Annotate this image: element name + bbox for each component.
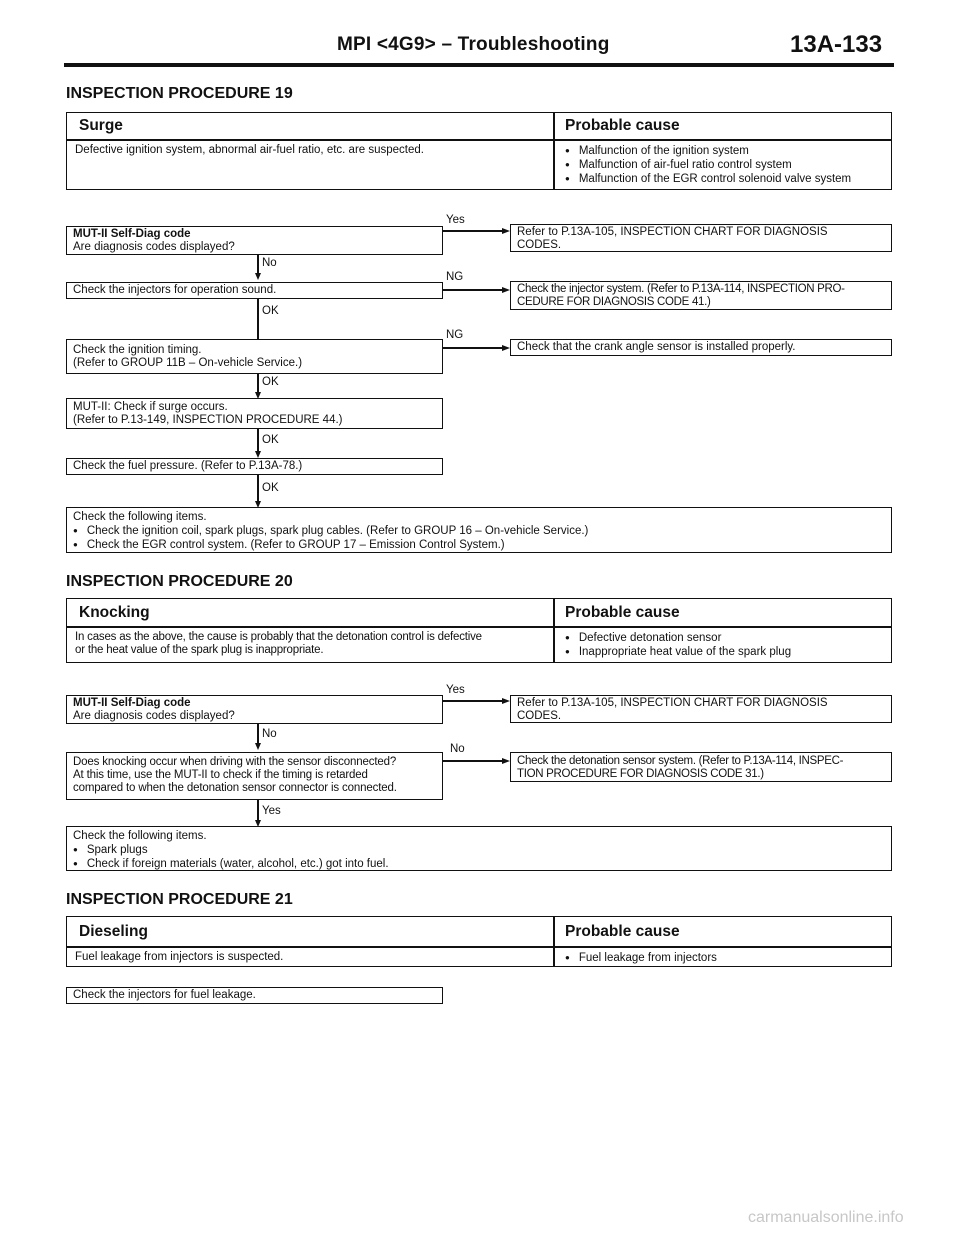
- cause-item: ● Malfunction of the EGR control solenoid valve system: [565, 172, 851, 186]
- arrow-down-icon: [255, 273, 261, 280]
- cause-title: Probable cause: [565, 604, 680, 621]
- header-rule: [64, 63, 894, 67]
- flow-final-check-items: Check the following items. ● Check the ignition coil, spark plugs, spark plug cables. (Refer to GROUP 16 – On-vehicle Service.) ● Check the EGR control system. (Refer to GROUP 17 – Emission Control System.): [66, 507, 892, 553]
- probable-causes-list: [565, 951, 717, 965]
- probable-causes-list: [565, 631, 791, 659]
- flow-label-ng: NG: [446, 329, 464, 341]
- symptom-description: In cases as the above, the cause is probably that the detonation control is defective or the heat value of the spark plug is inappropriate.: [75, 631, 482, 656]
- procedure-19-heading: INSPECTION PROCEDURE 19: [66, 85, 293, 102]
- procedure-20-heading: INSPECTION PROCEDURE 20: [66, 573, 293, 590]
- symptom-description: Defective ignition system, abnormal air-fuel ratio, etc. are suspected.: [75, 144, 424, 156]
- cause-title: Probable cause: [565, 923, 680, 940]
- arrow-right-icon: [502, 698, 510, 704]
- symptom-title: Surge: [79, 117, 123, 134]
- probable-causes-list: [565, 144, 851, 186]
- flow-step-knocking-check: Does knocking occur when driving with the sensor disconnected? At this time, use the MUT-II to check if the timing is retarded compared to when the detonation sensor connector is connected.: [66, 752, 443, 800]
- flow-result-diagnosis-chart: Refer to P.13A-105, INSPECTION CHART FOR DIAGNOSIS CODES.: [510, 695, 892, 723]
- arrow-down-icon: [255, 743, 261, 750]
- flow-result-detonation-sensor: Check the detonation sensor system. (Refer to P.13A-114, INSPEC- TION PROCEDURE FOR DIAGNOSIS CODE 31.): [510, 752, 892, 782]
- arrow-right-icon: [502, 345, 510, 351]
- flow-label-ok: OK: [262, 305, 279, 317]
- arrow-down-icon: [255, 451, 261, 458]
- flow-label-yes: Yes: [446, 214, 465, 226]
- flow-label-no: No: [262, 728, 277, 740]
- procedure-21-heading: INSPECTION PROCEDURE 21: [66, 891, 293, 908]
- check-item: ● Check if foreign materials (water, alcohol, etc.) got into fuel.: [73, 857, 885, 871]
- flow-step-ignition-timing: Check the ignition timing. (Refer to GROUP 11B – On-vehicle Service.): [66, 339, 443, 374]
- flow-result-injector-system: Check the injector system. (Refer to P.13A-114, INSPECTION PRO- CEDURE FOR DIAGNOSIS CODE 41.): [510, 281, 892, 310]
- page-number: 13A-133: [790, 31, 883, 58]
- cause-item: ● Defective detonation sensor: [565, 631, 791, 645]
- check-item: ● Check the ignition coil, spark plugs, spark plug cables. (Refer to GROUP 16 – On-vehicle Service.): [73, 524, 885, 538]
- flow-result-crank-angle-sensor: Check that the crank angle sensor is installed properly.: [510, 339, 892, 356]
- symptom-title: Dieseling: [79, 923, 148, 940]
- symptom-title: Knocking: [79, 604, 150, 621]
- arrow-right-icon: [502, 228, 510, 234]
- footer-watermark: carmanualsonline.info: [748, 1209, 904, 1226]
- flow-step-fuel-leakage: Check the injectors for fuel leakage.: [66, 987, 443, 1004]
- cause-item: ● Malfunction of the ignition system: [565, 144, 851, 158]
- cause-item: ● Fuel leakage from injectors: [565, 951, 717, 965]
- cause-title: Probable cause: [565, 117, 680, 134]
- flow-result-diagnosis-chart: Refer to P.13A-105, INSPECTION CHART FOR DIAGNOSIS CODES.: [510, 224, 892, 252]
- flow-step-surge-check: MUT-II: Check if surge occurs. (Refer to P.13-149, INSPECTION PROCEDURE 44.): [66, 398, 443, 429]
- flow-step-self-diag: MUT-II Self-Diag code Are diagnosis codes displayed?: [66, 695, 443, 724]
- check-item: ● Spark plugs: [73, 843, 885, 857]
- arrow-right-icon: [502, 287, 510, 293]
- cause-item: ● Malfunction of air-fuel ratio control system: [565, 158, 851, 172]
- cause-item: ● Inappropriate heat value of the spark plug: [565, 645, 791, 659]
- procedure-19-symptom-table: [66, 112, 892, 190]
- flow-label-ng: NG: [446, 271, 464, 283]
- flow-label-no: No: [262, 257, 277, 269]
- flow-final-check-items: Check the following items. ● Spark plugs ● Check if foreign materials (water, alcohol, etc.) got into fuel.: [66, 826, 892, 871]
- arrow-right-icon: [502, 758, 510, 764]
- flow-label-ok: OK: [262, 434, 279, 446]
- flow-label-ok: OK: [262, 376, 279, 388]
- flow-step-self-diag: MUT-II Self-Diag code Are diagnosis codes displayed?: [66, 226, 443, 255]
- page-title: MPI <4G9> – Troubleshooting: [337, 34, 610, 55]
- flow-label-ok: OK: [262, 482, 279, 494]
- symptom-description: Fuel leakage from injectors is suspected.: [75, 951, 284, 963]
- flow-step-injector-sound: Check the injectors for operation sound.: [66, 282, 443, 299]
- procedure-21-symptom-table: [66, 916, 892, 967]
- flow-step-fuel-pressure: Check the fuel pressure. (Refer to P.13A-78.): [66, 458, 443, 475]
- flow-label-no: No: [450, 743, 465, 755]
- flow-label-yes: Yes: [446, 684, 465, 696]
- flow-label-yes: Yes: [262, 805, 281, 817]
- procedure-20-symptom-table: [66, 598, 892, 663]
- check-item: ● Check the EGR control system. (Refer to GROUP 17 – Emission Control System.): [73, 538, 885, 552]
